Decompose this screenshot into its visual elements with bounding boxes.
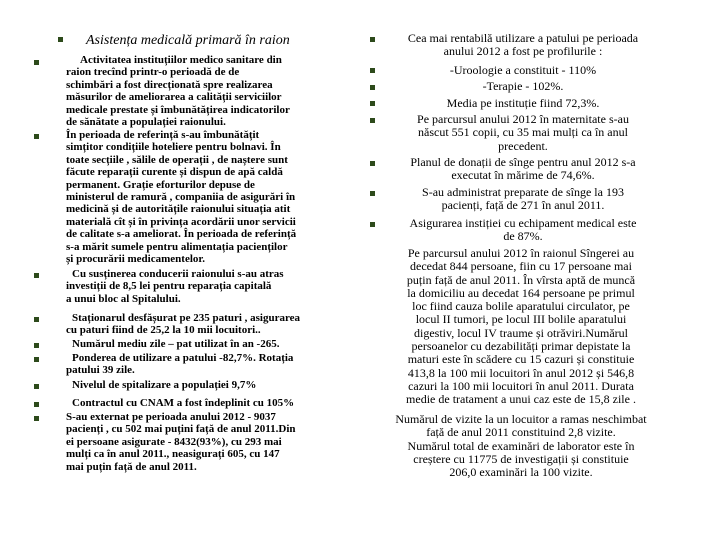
left-bullet-icon <box>34 357 39 362</box>
left-paragraph: S-au externat pe perioada anului 2012 - 9037 pacienți , cu 502 mai puțini față de anul 2011.Din ei persoane asigurate - 8432(93%), cu 293 mai mulți ca în anul 2011., neasigurați 605, cu 147 mai puțin față de anul 2011. <box>66 411 296 473</box>
page-title: Asistența medicală primară în raion <box>86 33 290 48</box>
title-bullet-icon <box>58 37 63 42</box>
right-bullet-text: Cea mai rentabilă utilizare a patului pe perioada anului 2012 a fost pe profilurile : <box>407 31 639 59</box>
right-bullet-icon <box>370 118 375 123</box>
right-bullet-text: -Terapie - 102%. <box>482 79 564 93</box>
left-paragraph: Contractul cu CNAM a fost îndeplinit cu 105% <box>72 397 295 409</box>
left-bullet-icon <box>34 273 39 278</box>
right-bullet-text: -Uroologie a constituit - 110% <box>449 63 597 77</box>
left-paragraph: În perioada de referință s-au îmbunătățit simțitor condițiile hoteliere pentru bolnavi. În toate secțiile , sălile de operații , de naștere sunt făcute reparații curente și dispun de apă caldă permanent. Grație eforturilor depuse de ministerul de ramură , companiia de asigurări în medicină și de autoritățile raionului situația atit materială cît și în privința acordării unor servicii de calitate s-a ameliorat. În perioada de referință s-a mărit sumele pentru alimentația pacienților și procurării medicamentelor. <box>66 129 297 266</box>
right-bullet-icon <box>370 191 375 196</box>
right-bullet-text: Planul de donații de sînge pentru anul 2012 s-a executat în mărime de 74,6%. <box>410 155 636 183</box>
mortality-paragraph: Pe parcursul anului 2012 în raionul Sîngerei au decedat 844 persoane, fiin cu 17 persoane mai puțin față de anul 2011. În vîrsta aptă de muncă la domiciliu au decedat 164 persoane pe primul loc fiind cauza bolile aparatului circulator, pe locul II tumori, pe locul III bolile aparatului digestiv, locul IV traume și otrăviri.Numărul persoanelor cu dezabilități primar depistate la maturi este în scădere cu 15 cazuri și constituie 413,8 la 100 mii locuitori în anul 2012 și 546,8 cazuri la 100 mii locuitori în anul 2011. Durata medie de tratament a unui caz este de 15,8 zile . <box>406 246 636 407</box>
right-bullet-icon <box>370 161 375 166</box>
left-bullet-icon <box>34 134 39 139</box>
right-bullet-text: S-au administrat preparate de sînge la 193 pacienți, față de 271 în anul 2011. <box>422 185 624 213</box>
right-bullet-icon <box>370 37 375 42</box>
left-bullet-icon <box>34 343 39 348</box>
right-bullet-text: Pe parcursul anului 2012 în maternitate s-au născut 551 copii, cu 35 mai mulți ca în anul precedent. <box>417 112 629 153</box>
right-bullet-icon <box>370 85 375 90</box>
left-paragraph: Ponderea de utilizare a patului -82,7%. Rotația patului 39 zile. <box>66 352 294 377</box>
left-paragraph: Nivelul de spitalizare a populației 9,7% <box>72 379 257 391</box>
left-paragraph: Staționarul desfășurat pe 235 paturi , asigurarea cu paturi fiind de 25,2 la 10 mii locuitori.. <box>66 312 301 337</box>
left-bullet-icon <box>34 384 39 389</box>
right-bullet-text: Media pe instituție fiind 72,3%. <box>446 96 600 110</box>
left-paragraph: Activitatea instituțiilor medico sanitare din raion trecînd printr-o perioadă de de schimbări a fost direcționată spre realizarea măsurilor de ameliorarea a calității serviciilor medicale prestate și îmbunătățirea indicatorilor de sănătate a populației raionului. <box>66 54 290 129</box>
right-bullet-icon <box>370 101 375 106</box>
left-paragraph: Numărul mediu zile – pat utilizat în an -265. <box>72 338 280 350</box>
left-bullet-icon <box>34 402 39 407</box>
left-bullet-icon <box>34 317 39 322</box>
left-bullet-icon <box>34 416 39 421</box>
visits-paragraph: Numărul de vizite la un locuitor a ramas neschimbat față de anul 2011 constituind 2,8 vizite. Numărul total de examinări de laborator este în creștere cu 11775 de investigații și constituie 206,0 examinări la 100 vizite. <box>395 412 647 480</box>
right-bullet-icon <box>370 222 375 227</box>
left-bullet-icon <box>34 60 39 65</box>
left-paragraph: Cu susținerea conducerii raionului s-au atras investiții de 8,5 lei pentru reparația capitală a unui bloc al Spitalului. <box>66 268 284 305</box>
right-bullet-text: Asigurarea instiției cu echipament medical este de 87%. <box>409 216 637 244</box>
right-bullet-icon <box>370 68 375 73</box>
